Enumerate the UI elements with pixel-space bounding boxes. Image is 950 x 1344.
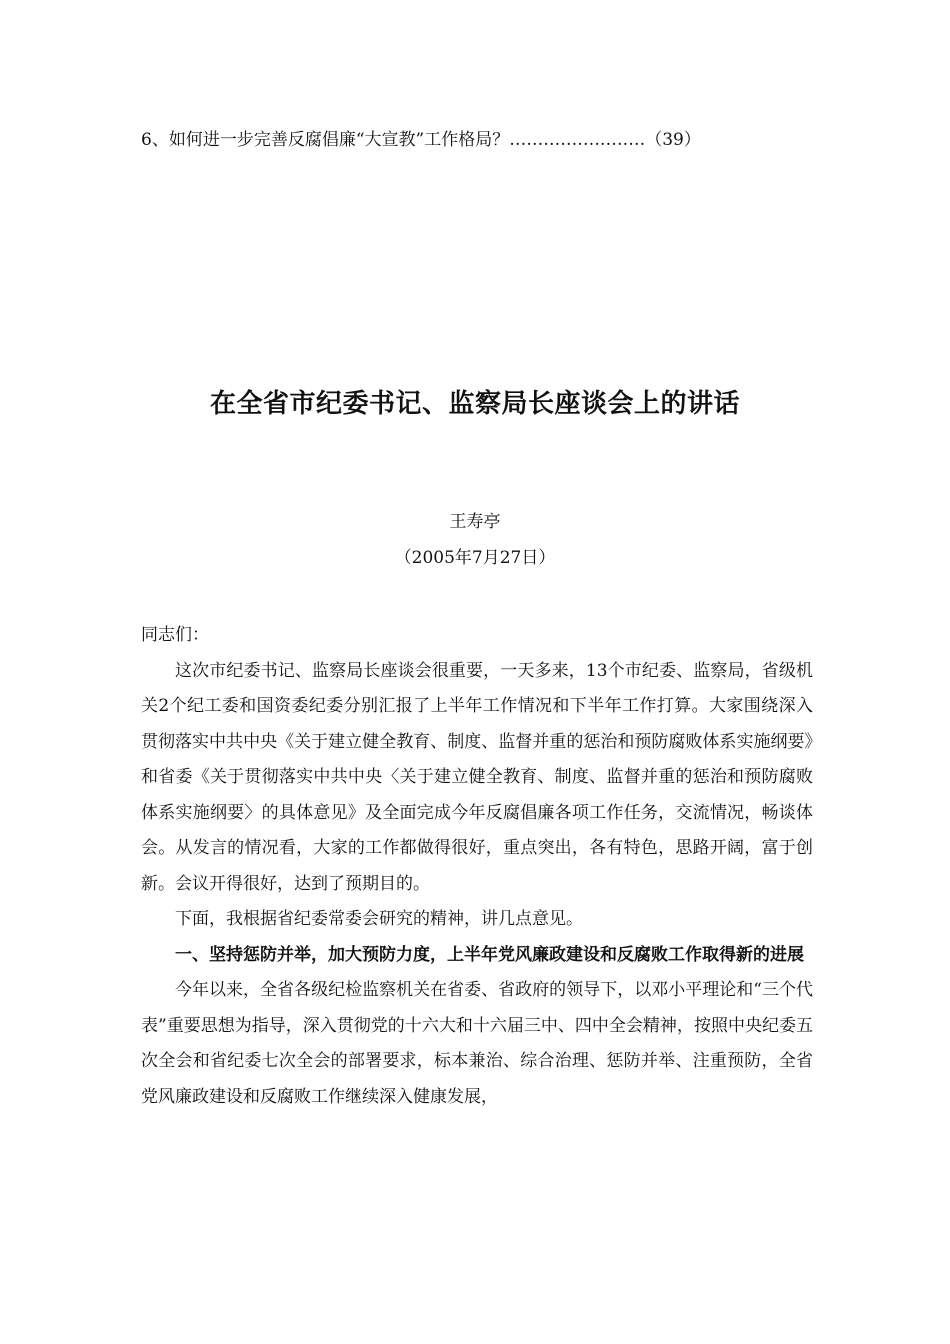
toc-entry: 6、如何进一步完善反腐倡廉“大宣教”工作格局？……………………（39） — [141, 130, 701, 150]
salutation: 同志们： — [141, 625, 209, 645]
author-name: 王寿亭 — [449, 512, 501, 532]
body-paragraph: 下面，我根据省纪委常委会研究的精神，讲几点意见。 — [175, 909, 583, 929]
document-title: 在全省市纪委书记、监察局长座谈会上的讲话 — [209, 389, 740, 419]
body-paragraph: 今年以来，全省各级纪检监察机关在省委、省政府的领导下，以邓小平理论和“三个代表”重要思想为指导，深入贯彻党的十六大和十六届三中、四中全会精神，按照中央纪委五次全会和省纪委七次全会的部署要求，标本兼治、综合治理、惩防并举、注重预防，全省党风廉政建设和反腐败工作继续深入健康发展， — [141, 980, 813, 1107]
body-paragraph: 这次市纪委书记、监察局长座谈会很重要，一天多来，13个市纪委、监察局，省级机关2个纪工委和国资委纪委分别汇报了上半年工作情况和下半年工作打算。大家围绕深入贯彻落实中共中央《关于建立健全教育、制度、监督并重的惩治和预防腐败体系实施纲要》和省委《关于贯彻落实中共中央〈关于建立健全教育、制度、监督并重的惩治和预防腐败体系实施纲要〉的具体意见》及全面完成今年反腐倡廉各项工作任务，交流情况，畅谈体会。从发言的情况看，大家的工作都做得很好，重点突出，各有特色，思路开阔，富于创新。会议开得很好，达到了预期目的。 — [141, 660, 813, 894]
section-heading: 一、坚持惩防并举，加大预防力度，上半年党风廉政建设和反腐败工作取得新的进展 — [175, 944, 804, 965]
document-body — [141, 618, 813, 1115]
speech-date: （2005年7月27日） — [394, 548, 556, 568]
